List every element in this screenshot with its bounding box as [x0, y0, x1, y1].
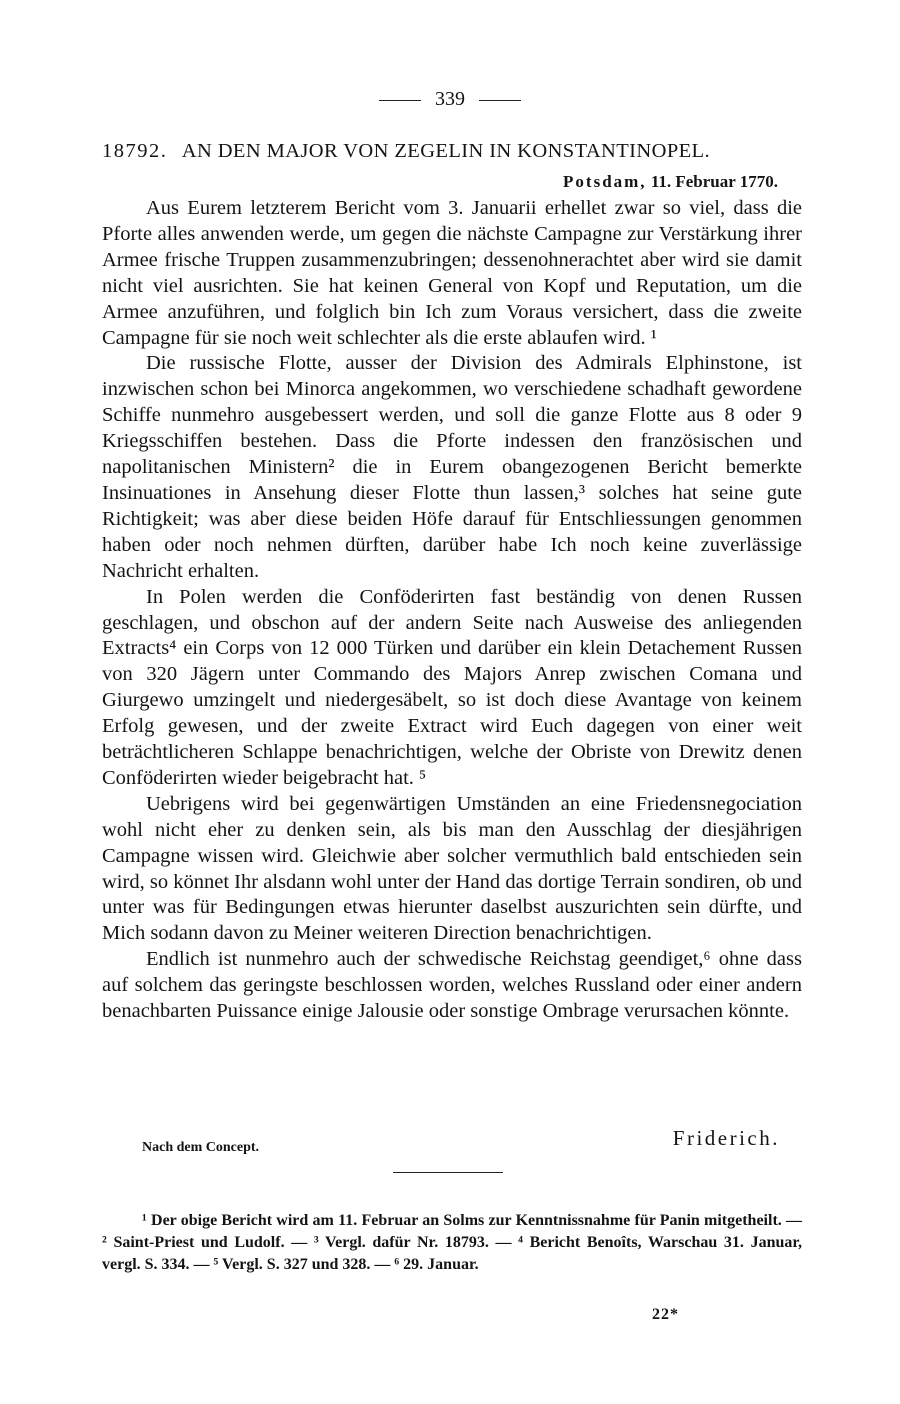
letter-date: 11. Februar 1770. — [650, 172, 778, 191]
page-number — [0, 88, 900, 111]
page-number-dash-left — [379, 100, 421, 101]
paragraph-1: Aus Eurem letzterem Bericht vom 3. Januarii erhellet zwar so viel, dass die Pforte alles anwenden werde, um gegen die nächste Campagne zur Verstärkung ihrer Armee frische Truppen zusammenzubringen; dessenohnerachtet aber wird sie damit nicht viel ausrichten. Sie hat keinen General von Kopf und Reputation, um die Armee anzuführen, und folglich bin Ich zum Voraus versichert, dass die zweite Campagne für sie noch weit schlechter als die erste ablaufen wird. ¹ — [102, 197, 802, 349]
paragraph-3: In Polen werden die Conföderirten fast beständig von denen Russen geschlagen, und obschon auf der andern Seite nach Ausweise des anliegenden Extracts⁴ ein Corps von 12 000 Türken und darüber ein klein Detachement Russen von 320 Jägern unter Commando des Majors Anrep zwischen Comana und Giurgewo umzingelt und niedergesäbelt, so ist doch diese Avantage von keinem Erfolg gewesen, und der zweite Extract wird Euch dagegen von einer weit beträchtlicheren Schlappe benachrichtigen, welche der Obriste von Drewitz denen Conföderirten wieder beigebracht hat. ⁵ — [102, 585, 802, 789]
page-number-dash-right — [479, 100, 521, 101]
footnote-text: ¹ Der obige Bericht wird am 11. Februar an Solms zur Kenntnissnahme für Panin mitgetheilt. — ² Saint-Priest und Ludolf. — ³ Vergl. dafür Nr. 18793. — ⁴ Bericht Benoîts, Warschau 31. Januar, vergl. S. 334. — ⁵ Vergl. S. 327 und 328. — ⁶ 29. Januar. — [102, 1212, 802, 1273]
paragraph-4: Uebrigens wird bei gegenwärtigen Umständen an eine Friedensnegociation wohl nicht eher zu denken sein, als bis man den Ausschlag der diesjährigen Campagne wissen wird. Gleichwie aber solcher vermuthlich bald entschieden sein wird, so könnet Ihr alsdann wohl unter der Hand das dortige Terrain sondiren, ob und unter was für Bedingungen etwas hierunter daselbst auszurichten sein dürfte, und Mich sodann davon zu Meiner weiteren Direction benachrichtigen. — [102, 792, 802, 945]
page-number-text: 339 — [435, 88, 465, 110]
footnotes — [102, 1210, 802, 1276]
footnote-separator — [393, 1172, 503, 1173]
paragraph-2: Die russische Flotte, ausser der Division des Admirals Elphinstone, ist inzwischen schon bei Minorca angekommen, wo verschiedene schadhaft gewordene Schiffe nunmehro ausgebessert werden, und soll die ganze Flotte aus 8 oder 9 Kriegsschiffen bestehen. Dass die Pforte indessen den französischen und napolitanischen Ministern² die in Eurem obangezogenen Bericht bemerkte Insinuationes in Ansehung dieser Flotte thun lassen,³ solches hat seine gute Richtigkeit; was aber diese beiden Höfe darauf für Entschliessungen genommen haben oder noch nehmen dürften, darüber habe Ich noch keine zuverlässige Nachricht erhalten. — [102, 352, 802, 582]
letter-number: 18792. — [102, 140, 168, 162]
letter-place: Potsdam, — [563, 172, 647, 191]
letter-dateline — [0, 172, 778, 192]
source-note: Nach dem Concept. — [142, 1140, 260, 1155]
signature: Friderich. — [672, 1126, 780, 1150]
paragraph-5: Endlich ist nunmehro auch der schwedische Reichstag geendiget,⁶ ohne dass auf solchem das geringste beschlossen worden, welches Russland oder einer andern benachbarten Puissance einige Jalousie oder sonstige Ombrage verursachen könnte. — [102, 948, 802, 1023]
letter-body — [102, 196, 802, 1025]
letter-heading — [102, 140, 802, 163]
letter-closing — [102, 1126, 802, 1156]
sheet-mark: 22* — [652, 1306, 679, 1323]
letter-title: AN DEN MAJOR VON ZEGELIN IN KONSTANTINOPEL. — [181, 140, 710, 162]
